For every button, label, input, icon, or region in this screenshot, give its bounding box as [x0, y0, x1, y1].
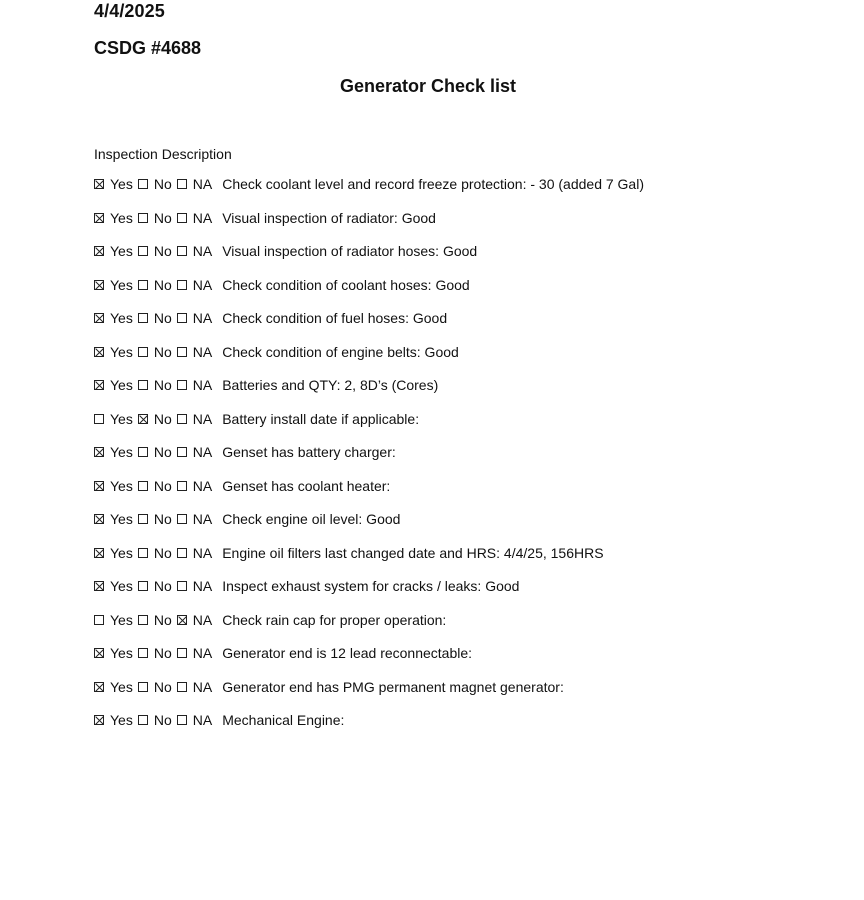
checklist-item	[94, 645, 644, 679]
checklist-item	[94, 377, 644, 411]
option-yes[interactable]	[94, 310, 133, 326]
checklist-item	[94, 712, 644, 746]
document-date: 4/4/2025	[94, 1, 165, 21]
checkbox-icon[interactable]	[94, 682, 104, 692]
checkbox-icon[interactable]	[138, 414, 148, 424]
option-no-label: No	[153, 243, 172, 259]
option-yes[interactable]	[94, 277, 133, 293]
site-id: CSDG #4688	[94, 38, 202, 58]
option-no-label: No	[153, 645, 172, 661]
option-na-label: NA	[192, 645, 213, 661]
item-description: Genset has battery charger:	[222, 444, 396, 460]
checkbox-icon[interactable]	[138, 447, 148, 457]
option-no[interactable]	[138, 478, 172, 494]
checkbox-icon[interactable]	[94, 347, 104, 357]
checkbox-icon[interactable]	[94, 313, 104, 323]
checklist-item	[94, 344, 644, 378]
option-yes[interactable]	[94, 511, 133, 527]
checklist-item	[94, 210, 644, 244]
checkbox-icon[interactable]	[177, 514, 187, 524]
option-no-label: No	[153, 611, 172, 628]
option-yes[interactable]	[94, 679, 133, 695]
checkbox-icon[interactable]	[138, 548, 148, 558]
option-na[interactable]	[177, 612, 212, 628]
option-no[interactable]	[138, 545, 172, 561]
option-yes-label: Yes	[110, 712, 133, 728]
option-yes-label: Yes	[110, 276, 133, 293]
option-yes-label: Yes	[110, 444, 133, 460]
option-yes-label: Yes	[110, 377, 133, 393]
option-yes[interactable]	[94, 444, 133, 460]
checkbox-icon[interactable]	[138, 246, 148, 256]
option-na-label: NA	[192, 678, 213, 695]
option-yes[interactable]	[94, 578, 133, 594]
option-no[interactable]	[138, 511, 172, 527]
option-no-label: No	[153, 444, 172, 460]
option-yes-label: Yes	[110, 176, 133, 192]
checkbox-icon[interactable]	[94, 615, 104, 625]
option-na[interactable]	[177, 411, 212, 427]
option-yes[interactable]	[94, 478, 133, 494]
option-yes-label: Yes	[110, 310, 133, 326]
checkbox-icon[interactable]	[94, 380, 104, 390]
item-description: Mechanical Engine:	[222, 712, 345, 728]
option-yes[interactable]	[94, 645, 133, 661]
option-no[interactable]	[138, 344, 172, 360]
item-description: Check engine oil level: Good	[222, 511, 401, 527]
checkbox-icon[interactable]	[94, 481, 104, 491]
option-na[interactable]	[177, 176, 212, 192]
checkbox-icon[interactable]	[138, 715, 148, 725]
option-no-label: No	[153, 544, 172, 561]
option-no[interactable]	[138, 210, 172, 226]
item-description: Battery install date if applicable:	[222, 410, 420, 427]
option-no-label: No	[153, 477, 172, 494]
checkbox-icon[interactable]	[177, 313, 187, 323]
checklist-item	[94, 511, 644, 545]
checklist-item	[94, 578, 644, 612]
checklist	[94, 176, 644, 746]
option-yes-label: Yes	[110, 678, 133, 695]
option-na[interactable]	[177, 243, 212, 259]
option-no[interactable]	[138, 176, 172, 192]
option-yes-label: Yes	[110, 511, 133, 527]
option-yes[interactable]	[94, 377, 133, 393]
checkbox-icon[interactable]	[177, 548, 187, 558]
checkbox-icon[interactable]	[138, 514, 148, 524]
option-na-label: NA	[192, 578, 213, 594]
option-no-label: No	[153, 678, 172, 695]
option-na[interactable]	[177, 478, 212, 494]
item-description: Check coolant level and record freeze protection: - 30 (added 7 Gal)	[222, 176, 644, 192]
item-description: Check condition of fuel hoses: Good	[222, 310, 448, 326]
option-no-label: No	[153, 176, 172, 192]
option-na[interactable]	[177, 310, 212, 326]
option-yes-label: Yes	[110, 410, 133, 427]
option-yes-label: Yes	[110, 578, 133, 594]
option-na[interactable]	[177, 210, 212, 226]
checkbox-icon[interactable]	[94, 581, 104, 591]
option-no-label: No	[153, 410, 172, 427]
checklist-item	[94, 545, 644, 579]
item-description: Check condition of coolant hoses: Good	[222, 276, 470, 293]
option-no[interactable]	[138, 712, 172, 728]
checkbox-icon[interactable]	[138, 380, 148, 390]
option-no-label: No	[153, 343, 172, 360]
option-na[interactable]	[177, 277, 212, 293]
option-yes[interactable]	[94, 176, 133, 192]
option-no[interactable]	[138, 310, 172, 326]
item-description: Batteries and QTY: 2, 8D’s (Cores)	[222, 377, 439, 393]
checkbox-icon[interactable]	[94, 648, 104, 658]
option-no-label: No	[153, 276, 172, 293]
option-na-label: NA	[192, 712, 213, 728]
option-na[interactable]	[177, 645, 212, 661]
option-yes[interactable]	[94, 545, 133, 561]
checklist-item	[94, 310, 644, 344]
checkbox-icon[interactable]	[94, 414, 104, 424]
option-yes[interactable]	[94, 243, 133, 259]
option-na-label: NA	[192, 410, 213, 427]
option-no[interactable]	[138, 277, 172, 293]
item-description: Engine oil filters last changed date and HRS: 4/4/25, 156HRS	[222, 544, 604, 561]
checkbox-icon[interactable]	[94, 246, 104, 256]
checkbox-icon[interactable]	[94, 715, 104, 725]
item-description: Visual inspection of radiator hoses: Good	[222, 243, 478, 259]
checkbox-icon[interactable]	[177, 280, 187, 290]
item-description: Generator end is 12 lead reconnectable:	[222, 645, 473, 661]
item-description: Genset has coolant heater:	[222, 477, 391, 494]
checkbox-icon[interactable]	[138, 682, 148, 692]
checklist-item	[94, 176, 644, 210]
option-na[interactable]	[177, 578, 212, 594]
checkbox-icon[interactable]	[177, 682, 187, 692]
option-na[interactable]	[177, 712, 212, 728]
checkbox-icon[interactable]	[177, 213, 187, 223]
checkbox-icon[interactable]	[138, 313, 148, 323]
checkbox-icon[interactable]	[94, 548, 104, 558]
option-na-label: NA	[192, 310, 213, 326]
option-no-label: No	[153, 511, 172, 527]
checkbox-icon[interactable]	[138, 581, 148, 591]
item-description: Visual inspection of radiator: Good	[222, 209, 436, 226]
checkbox-icon[interactable]	[138, 347, 148, 357]
checklist-item	[94, 679, 644, 713]
option-no-label: No	[153, 377, 172, 393]
checkbox-icon[interactable]	[94, 514, 104, 524]
option-no-label: No	[153, 209, 172, 226]
checklist-item	[94, 243, 644, 277]
checkbox-icon[interactable]	[177, 481, 187, 491]
checklist-item	[94, 612, 644, 646]
option-no-label: No	[153, 712, 172, 728]
checkbox-icon[interactable]	[177, 615, 187, 625]
item-description: Generator end has PMG permanent magnet generator:	[222, 678, 564, 695]
option-na[interactable]	[177, 344, 212, 360]
option-no[interactable]	[138, 612, 172, 628]
option-no[interactable]	[138, 645, 172, 661]
option-na-label: NA	[192, 477, 213, 494]
checkbox-icon[interactable]	[177, 648, 187, 658]
checkbox-icon[interactable]	[94, 447, 104, 457]
option-no-label: No	[153, 310, 172, 326]
checkbox-icon[interactable]	[94, 179, 104, 189]
checkbox-icon[interactable]	[94, 280, 104, 290]
checkbox-icon[interactable]	[94, 213, 104, 223]
option-na[interactable]	[177, 511, 212, 527]
option-yes[interactable]	[94, 210, 133, 226]
checkbox-icon[interactable]	[177, 715, 187, 725]
option-yes-label: Yes	[110, 343, 133, 360]
option-na-label: NA	[192, 343, 213, 360]
item-description: Inspect exhaust system for cracks / leaks: Good	[222, 578, 520, 594]
option-na-label: NA	[192, 611, 213, 628]
option-yes-label: Yes	[110, 645, 133, 661]
checkbox-icon[interactable]	[177, 246, 187, 256]
option-yes[interactable]	[94, 411, 133, 427]
checklist-item	[94, 444, 644, 478]
item-description: Check rain cap for proper operation:	[222, 611, 447, 628]
section-label: Inspection Description	[94, 146, 232, 162]
page-title: Generator Check list	[339, 76, 517, 96]
option-yes[interactable]	[94, 712, 133, 728]
checkbox-icon[interactable]	[138, 481, 148, 491]
checkbox-icon[interactable]	[177, 581, 187, 591]
option-yes-label: Yes	[110, 243, 133, 259]
option-na-label: NA	[192, 511, 213, 527]
option-yes-label: Yes	[110, 611, 133, 628]
option-no[interactable]	[138, 377, 172, 393]
checklist-item	[94, 411, 644, 445]
option-yes[interactable]	[94, 612, 133, 628]
checkbox-icon[interactable]	[177, 414, 187, 424]
option-yes[interactable]	[94, 344, 133, 360]
checklist-item	[94, 277, 644, 311]
option-na[interactable]	[177, 545, 212, 561]
checkbox-icon[interactable]	[138, 213, 148, 223]
option-na-label: NA	[192, 243, 213, 259]
checkbox-icon[interactable]	[138, 648, 148, 658]
option-no[interactable]	[138, 243, 172, 259]
option-yes-label: Yes	[110, 477, 133, 494]
checkbox-icon[interactable]	[177, 447, 187, 457]
option-na-label: NA	[192, 544, 213, 561]
option-no[interactable]	[138, 411, 172, 427]
checklist-item	[94, 478, 644, 512]
option-yes-label: Yes	[110, 209, 133, 226]
item-description: Check condition of engine belts: Good	[222, 343, 459, 360]
checkbox-icon[interactable]	[177, 347, 187, 357]
option-na[interactable]	[177, 679, 212, 695]
option-na[interactable]	[177, 377, 212, 393]
checkbox-icon[interactable]	[138, 615, 148, 625]
checkbox-icon[interactable]	[177, 179, 187, 189]
option-na-label: NA	[192, 176, 213, 192]
option-na-label: NA	[192, 276, 213, 293]
option-na-label: NA	[192, 377, 213, 393]
checkbox-icon[interactable]	[138, 179, 148, 189]
option-yes-label: Yes	[110, 544, 133, 561]
option-no[interactable]	[138, 679, 172, 695]
option-na-label: NA	[192, 209, 213, 226]
option-no[interactable]	[138, 444, 172, 460]
checkbox-icon[interactable]	[138, 280, 148, 290]
checkbox-icon[interactable]	[177, 380, 187, 390]
option-no[interactable]	[138, 578, 172, 594]
option-no-label: No	[153, 578, 172, 594]
option-na-label: NA	[192, 444, 213, 460]
option-na[interactable]	[177, 444, 212, 460]
